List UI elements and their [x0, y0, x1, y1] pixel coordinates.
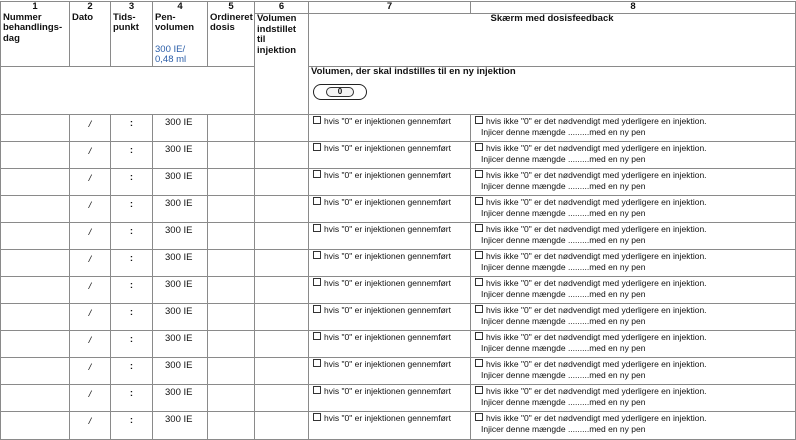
col-header-volume-set: Volumen indstillet til injektion: [255, 14, 309, 115]
zero-check-cell[interactable]: hvis "0" er injektionen gennemført: [309, 195, 471, 222]
not-zero-check-cell[interactable]: hvis ikke "0" er det nødvendigt med yderligere en injektion. Injicer denne mængde .........med en ny pen: [471, 276, 796, 303]
day-cell[interactable]: [1, 195, 70, 222]
dose-cell[interactable]: [208, 357, 255, 384]
table-row: [1, 384, 796, 411]
time-cell[interactable]: :: [111, 249, 153, 276]
volume-set-cell[interactable]: [255, 141, 309, 168]
pen-volume-cell: 300 IE: [153, 168, 208, 195]
col-header-new-volume: Volumen, der skal indstilles til en ny injektion 0: [309, 66, 796, 114]
col-header-day: 1 Nummer behandlings-dag: [1, 2, 70, 67]
time-cell[interactable]: :: [111, 303, 153, 330]
col-header-pen-volume: 4 Pen-volumen 300 IE/ 0,48 ml: [153, 2, 208, 67]
table-row: [1, 168, 796, 195]
volume-set-cell[interactable]: [255, 357, 309, 384]
table-row: [1, 303, 796, 330]
not-zero-check-cell[interactable]: hvis ikke "0" er det nødvendigt med yderligere en injektion. Injicer denne mængde .........med en ny pen: [471, 411, 796, 439]
pen-volume-cell: 300 IE: [153, 357, 208, 384]
date-cell[interactable]: /: [70, 222, 111, 249]
checkbox-icon[interactable]: [313, 116, 321, 124]
dose-cell[interactable]: [208, 168, 255, 195]
dose-cell[interactable]: [208, 303, 255, 330]
date-cell[interactable]: /: [70, 411, 111, 439]
pen-volume-cell: 300 IE: [153, 330, 208, 357]
pen-volume-cell: 300 IE: [153, 411, 208, 439]
checkbox-icon[interactable]: [475, 278, 483, 286]
day-cell[interactable]: [1, 330, 70, 357]
volume-set-cell[interactable]: [255, 195, 309, 222]
date-cell[interactable]: /: [70, 168, 111, 195]
pen-volume-cell: 300 IE: [153, 276, 208, 303]
dose-cell[interactable]: [208, 249, 255, 276]
not-zero-check-cell[interactable]: hvis ikke "0" er det nødvendigt med yderligere en injektion. Injicer denne mængde .........med en ny pen: [471, 168, 796, 195]
time-cell[interactable]: :: [111, 222, 153, 249]
pen-volume-cell: 300 IE: [153, 141, 208, 168]
date-cell[interactable]: /: [70, 330, 111, 357]
checkbox-icon[interactable]: [313, 170, 321, 178]
table-row: [1, 141, 796, 168]
day-cell[interactable]: [1, 114, 70, 141]
volume-set-cell[interactable]: [255, 384, 309, 411]
time-cell[interactable]: :: [111, 276, 153, 303]
time-cell[interactable]: :: [111, 384, 153, 411]
day-cell[interactable]: [1, 384, 70, 411]
col-header-dose-feedback: Skærm med dosisfeedback: [309, 14, 796, 67]
volume-set-cell[interactable]: [255, 222, 309, 249]
checkbox-icon[interactable]: [475, 251, 483, 259]
table-row: [1, 114, 796, 141]
checkbox-icon[interactable]: [475, 116, 483, 124]
col-header-time: 3 Tids-punkt: [111, 2, 153, 67]
dose-dial-icon: 0: [313, 84, 367, 100]
checkbox-icon[interactable]: [313, 413, 321, 421]
checkbox-icon[interactable]: [313, 359, 321, 367]
time-cell[interactable]: :: [111, 114, 153, 141]
table-row: [1, 222, 796, 249]
dose-cell[interactable]: [208, 222, 255, 249]
pen-volume-cell: 300 IE: [153, 195, 208, 222]
checkbox-icon[interactable]: [475, 413, 483, 421]
table-row: [1, 411, 796, 439]
volume-set-cell[interactable]: [255, 114, 309, 141]
checkbox-icon[interactable]: [313, 278, 321, 286]
not-zero-check-cell[interactable]: hvis ikke "0" er det nødvendigt med yderligere en injektion. Injicer denne mængde .........med en ny pen: [471, 330, 796, 357]
table-row: [1, 249, 796, 276]
time-cell[interactable]: :: [111, 411, 153, 439]
day-cell[interactable]: [1, 249, 70, 276]
injection-log-table: [0, 1, 796, 440]
zero-check-cell[interactable]: hvis "0" er injektionen gennemført: [309, 357, 471, 384]
volume-set-cell[interactable]: [255, 330, 309, 357]
not-zero-check-cell[interactable]: hvis ikke "0" er det nødvendigt med yderligere en injektion. Injicer denne mængde .........med en ny pen: [471, 357, 796, 384]
col-header-date: 2 Dato: [70, 2, 111, 67]
day-cell[interactable]: [1, 276, 70, 303]
checkbox-icon[interactable]: [475, 305, 483, 313]
not-zero-check-cell[interactable]: hvis ikke "0" er det nødvendigt med yderligere en injektion. Injicer denne mængde .........med en ny pen: [471, 249, 796, 276]
checkbox-icon[interactable]: [475, 170, 483, 178]
not-zero-check-cell[interactable]: hvis ikke "0" er det nødvendigt med yderligere en injektion. Injicer denne mængde .........med en ny pen: [471, 303, 796, 330]
zero-check-cell[interactable]: hvis "0" er injektionen gennemført: [309, 330, 471, 357]
checkbox-icon[interactable]: [475, 386, 483, 394]
zero-check-cell[interactable]: hvis "0" er injektionen gennemført: [309, 303, 471, 330]
time-cell[interactable]: :: [111, 357, 153, 384]
table-row: [1, 357, 796, 384]
checkbox-icon[interactable]: [313, 143, 321, 151]
dose-cell[interactable]: [208, 411, 255, 439]
checkbox-icon[interactable]: [475, 332, 483, 340]
dose-cell[interactable]: [208, 384, 255, 411]
time-cell[interactable]: :: [111, 141, 153, 168]
col-header-6-num: 6: [255, 2, 309, 14]
dose-cell[interactable]: [208, 276, 255, 303]
table-row: [1, 195, 796, 222]
checkbox-icon[interactable]: [475, 143, 483, 151]
dose-cell[interactable]: [208, 195, 255, 222]
zero-check-cell[interactable]: hvis "0" er injektionen gennemført: [309, 384, 471, 411]
date-cell[interactable]: /: [70, 303, 111, 330]
pen-volume-cell: 300 IE: [153, 249, 208, 276]
date-cell[interactable]: /: [70, 384, 111, 411]
day-cell[interactable]: [1, 357, 70, 384]
table-row: [1, 330, 796, 357]
not-zero-check-cell[interactable]: hvis ikke "0" er det nødvendigt med yderligere en injektion. Injicer denne mængde .........med en ny pen: [471, 222, 796, 249]
time-cell[interactable]: :: [111, 168, 153, 195]
dose-cell[interactable]: [208, 330, 255, 357]
table-row: [1, 276, 796, 303]
pen-volume-cell: 300 IE: [153, 222, 208, 249]
checkbox-icon[interactable]: [313, 305, 321, 313]
volume-set-cell[interactable]: [255, 168, 309, 195]
checkbox-icon[interactable]: [475, 359, 483, 367]
date-cell[interactable]: /: [70, 357, 111, 384]
date-cell[interactable]: /: [70, 195, 111, 222]
day-cell[interactable]: [1, 303, 70, 330]
pen-volume-cell: 300 IE: [153, 384, 208, 411]
not-zero-check-cell[interactable]: hvis ikke "0" er det nødvendigt med yderligere en injektion. Injicer denne mængde .........med en ny pen: [471, 384, 796, 411]
pen-volume-cell: 300 IE: [153, 303, 208, 330]
checkbox-icon[interactable]: [313, 251, 321, 259]
checkbox-icon[interactable]: [475, 224, 483, 232]
checkbox-icon[interactable]: [475, 197, 483, 205]
not-zero-check-cell[interactable]: hvis ikke "0" er det nødvendigt med yderligere en injektion. Injicer denne mængde .........med en ny pen: [471, 195, 796, 222]
not-zero-check-cell[interactable]: hvis ikke "0" er det nødvendigt med yderligere en injektion. Injicer denne mængde .........med en ny pen: [471, 141, 796, 168]
volume-set-cell[interactable]: [255, 276, 309, 303]
checkbox-icon[interactable]: [313, 224, 321, 232]
volume-set-cell[interactable]: [255, 303, 309, 330]
day-cell[interactable]: [1, 141, 70, 168]
zero-check-cell[interactable]: hvis "0" er injektionen gennemført: [309, 276, 471, 303]
not-zero-check-cell[interactable]: hvis ikke "0" er det nødvendigt med yderligere en injektion. Injicer denne mængde .........med en ny pen: [471, 114, 796, 141]
dose-cell[interactable]: [208, 141, 255, 168]
date-cell[interactable]: /: [70, 249, 111, 276]
col-header-8-num: 8: [471, 2, 796, 14]
header-spacer: [1, 66, 255, 114]
col-header-prescribed-dose: 5 Ordineret dosis: [208, 2, 255, 67]
zero-check-cell[interactable]: hvis "0" er injektionen gennemført: [309, 222, 471, 249]
zero-check-cell[interactable]: hvis "0" er injektionen gennemført: [309, 249, 471, 276]
date-cell[interactable]: /: [70, 141, 111, 168]
pen-volume-cell: 300 IE: [153, 114, 208, 141]
zero-check-cell[interactable]: hvis "0" er injektionen gennemført: [309, 411, 471, 439]
time-cell[interactable]: :: [111, 330, 153, 357]
col-header-7-num: 7: [309, 2, 471, 14]
zero-check-cell[interactable]: hvis "0" er injektionen gennemført: [309, 114, 471, 141]
day-cell[interactable]: [1, 411, 70, 439]
dose-cell[interactable]: [208, 114, 255, 141]
checkbox-icon[interactable]: [313, 386, 321, 394]
date-cell[interactable]: /: [70, 276, 111, 303]
zero-check-cell[interactable]: hvis "0" er injektionen gennemført: [309, 141, 471, 168]
date-cell[interactable]: /: [70, 114, 111, 141]
zero-check-cell[interactable]: hvis "0" er injektionen gennemført: [309, 168, 471, 195]
day-cell[interactable]: [1, 168, 70, 195]
volume-set-cell[interactable]: [255, 411, 309, 439]
checkbox-icon[interactable]: [313, 197, 321, 205]
time-cell[interactable]: :: [111, 195, 153, 222]
day-cell[interactable]: [1, 222, 70, 249]
checkbox-icon[interactable]: [313, 332, 321, 340]
volume-set-cell[interactable]: [255, 249, 309, 276]
